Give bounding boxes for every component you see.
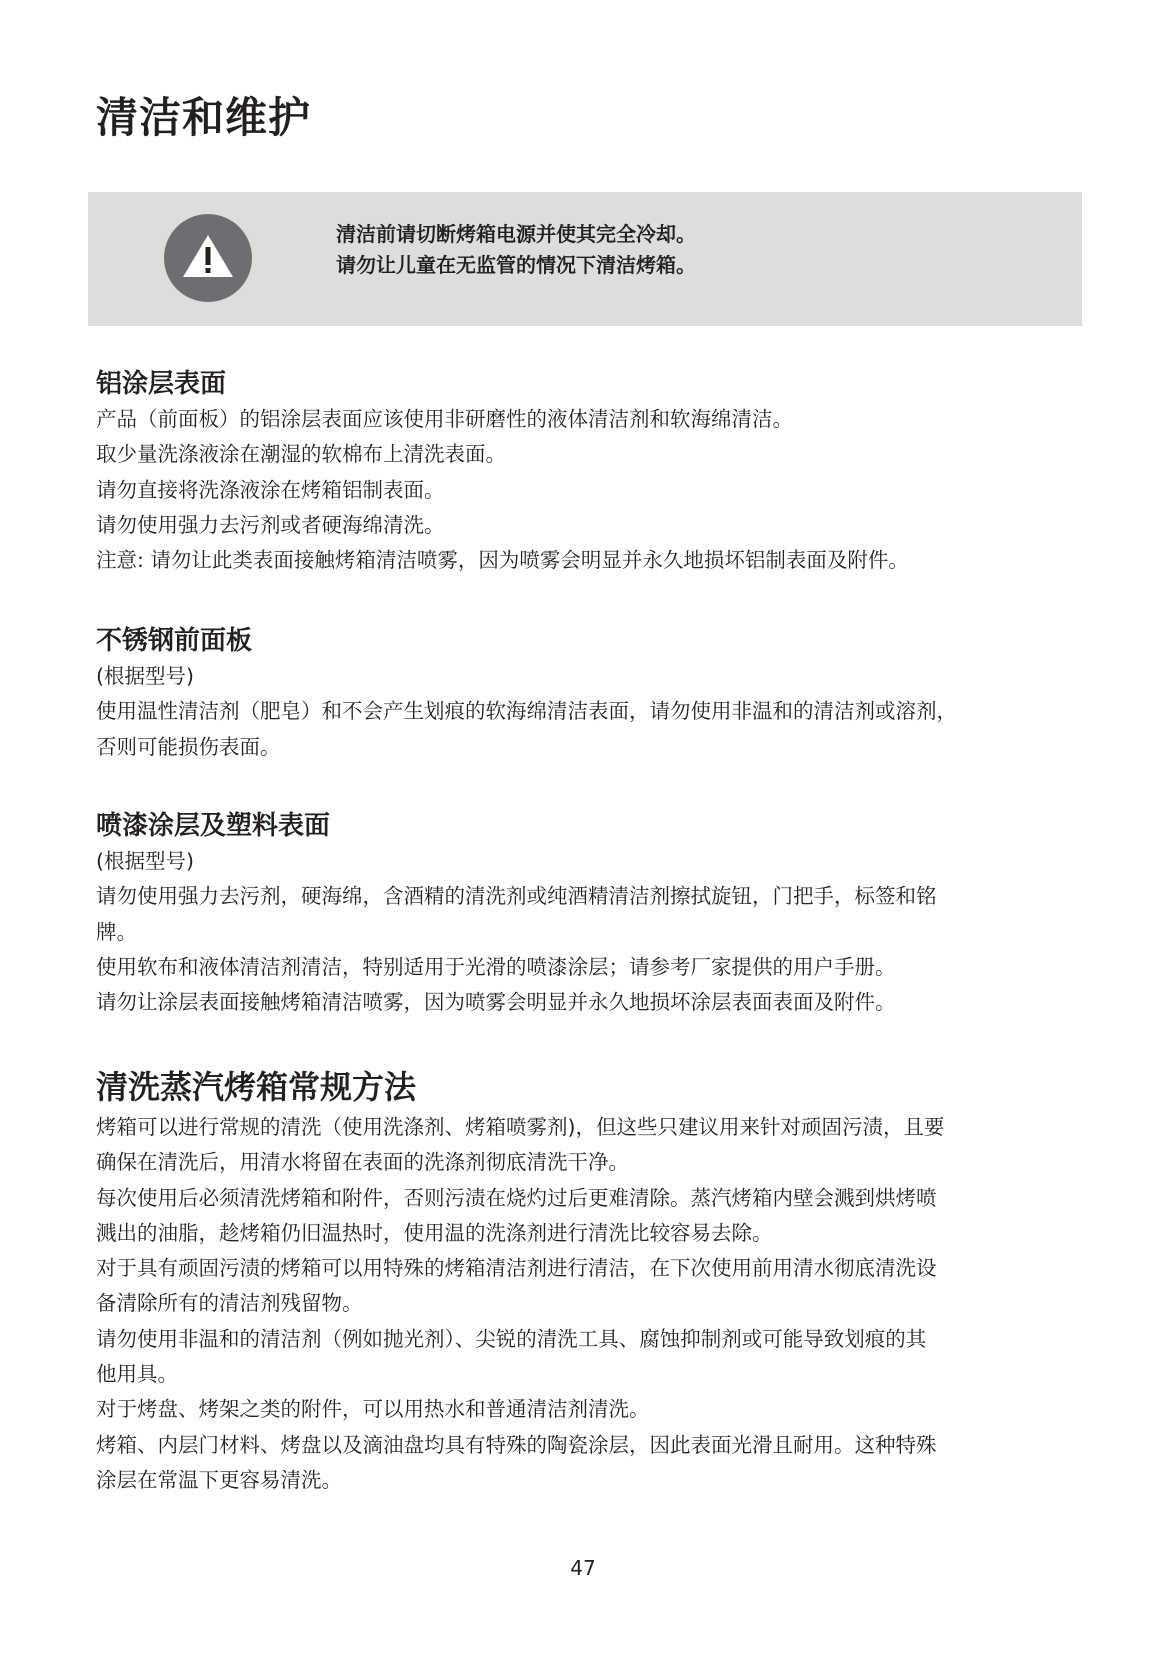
paragraph-line: (根据型号) (96, 849, 194, 873)
paragraph-line: 确保在清洗后，用清水将留在表面的洗涤剂彻底清洗干净。 (96, 1150, 629, 1175)
paragraph-line: 牌。 (96, 919, 137, 944)
section-painted-plastic-surface (96, 808, 1086, 1020)
page-number: 47 (570, 1556, 596, 1580)
paragraph-line: 备清除所有的清洁剂残留物。 (96, 1291, 363, 1316)
section-stainless-front-panel (96, 623, 1086, 765)
paragraph-line: 对于具有顽固污渍的烤箱可以用特殊的烤箱清洁剂进行清洁，在下次使用前用清水彻底清洗设 (96, 1256, 937, 1281)
warning-text (336, 219, 696, 281)
paragraph-line: 溅出的油脂，趁烤箱仍旧温热时，使用温的洗涤剂进行清洗比较容易去除。 (96, 1220, 773, 1245)
section-heading: 不锈钢前面板 (96, 626, 253, 656)
paragraph-line: 请勿使用强力去污剂，硬海绵，含酒精的清洗剂或纯酒精清洁剂擦拭旋钮，门把手，标签和铭 (96, 884, 937, 909)
page-title: 清洁和维护 (96, 93, 312, 142)
paragraph-line: 请勿使用非温和的清洁剂（例如抛光剂）、尖锐的清洗工具、腐蚀抑制剂或可能导致划痕的其 (96, 1326, 927, 1351)
paragraph-line: 使用温性清洁剂（肥皂）和不会产生划痕的软海绵清洁表面，请勿使用非温和的清洁剂或溶剂， (96, 699, 957, 724)
paragraph-line: 产品（前面板）的铝涂层表面应该使用非研磨性的液体清洁剂和软海绵清洁。 (96, 407, 793, 431)
paragraph-line: 使用软布和液体清洁剂清洁，特别适用于光滑的喷漆涂层；请参考厂家提供的用户手册。 (96, 954, 896, 979)
section-steam-oven-cleaning (96, 1066, 1086, 1498)
paragraph-line: 他用具。 (96, 1362, 178, 1387)
section-aluminium-surface (96, 366, 1086, 578)
paragraph-line: 对于烤盘、烤架之类的附件，可以用热水和普通清洁剂清洗。 (96, 1397, 650, 1422)
section-heading: 铝涂层表面 (96, 369, 227, 399)
warning-box (88, 192, 1082, 326)
warning-triangle-icon (164, 214, 252, 302)
paragraph-line: 否则可能损伤表面。 (96, 734, 281, 759)
warning-line: 清洁前请切断烤箱电源并使其完全冷却。 (336, 222, 696, 246)
paragraph-line: 每次使用后必须清洗烤箱和附件，否则污渍在烧灼过后更难清除。蒸汽烤箱内壁会溅到烘烤喷 (96, 1185, 937, 1210)
paragraph-line: 涂层在常温下更容易清洗。 (96, 1467, 342, 1492)
paragraph-line: 请勿直接将洗涤液涂在烤箱铝制表面。 (96, 477, 445, 502)
paragraph-line: (根据型号) (96, 664, 194, 688)
paragraph-line: 取少量洗涤液涂在潮湿的软棉布上清洗表面。 (96, 442, 506, 467)
section-heading: 喷漆涂层及塑料表面 (96, 811, 331, 841)
section-heading: 清洗蒸汽烤箱常规方法 (96, 1068, 417, 1106)
warning-line: 请勿让儿童在无监管的情况下清洁烤箱。 (336, 253, 696, 277)
paragraph-line: 烤箱可以进行常规的清洗（使用洗涤剂、烤箱喷雾剂)，但这些只建议用来针对顽固污渍，且要 (96, 1115, 945, 1139)
paragraph-line: 请勿让涂层表面接触烤箱清洁喷雾，因为喷雾会明显并永久地损坏涂层表面表面及附件。 (96, 990, 896, 1015)
paragraph-line: 请勿使用强力去污剂或者硬海绵清洗。 (96, 512, 445, 537)
paragraph-line: 注意: 请勿让此类表面接触烤箱清洁喷雾，因为喷雾会明显并永久地损坏铝制表面及附件。 (96, 548, 909, 573)
paragraph-line: 烤箱、内层门材料、烤盘以及滴油盘均具有特殊的陶瓷涂层，因此表面光滑且耐用。这种特殊 (96, 1432, 937, 1457)
